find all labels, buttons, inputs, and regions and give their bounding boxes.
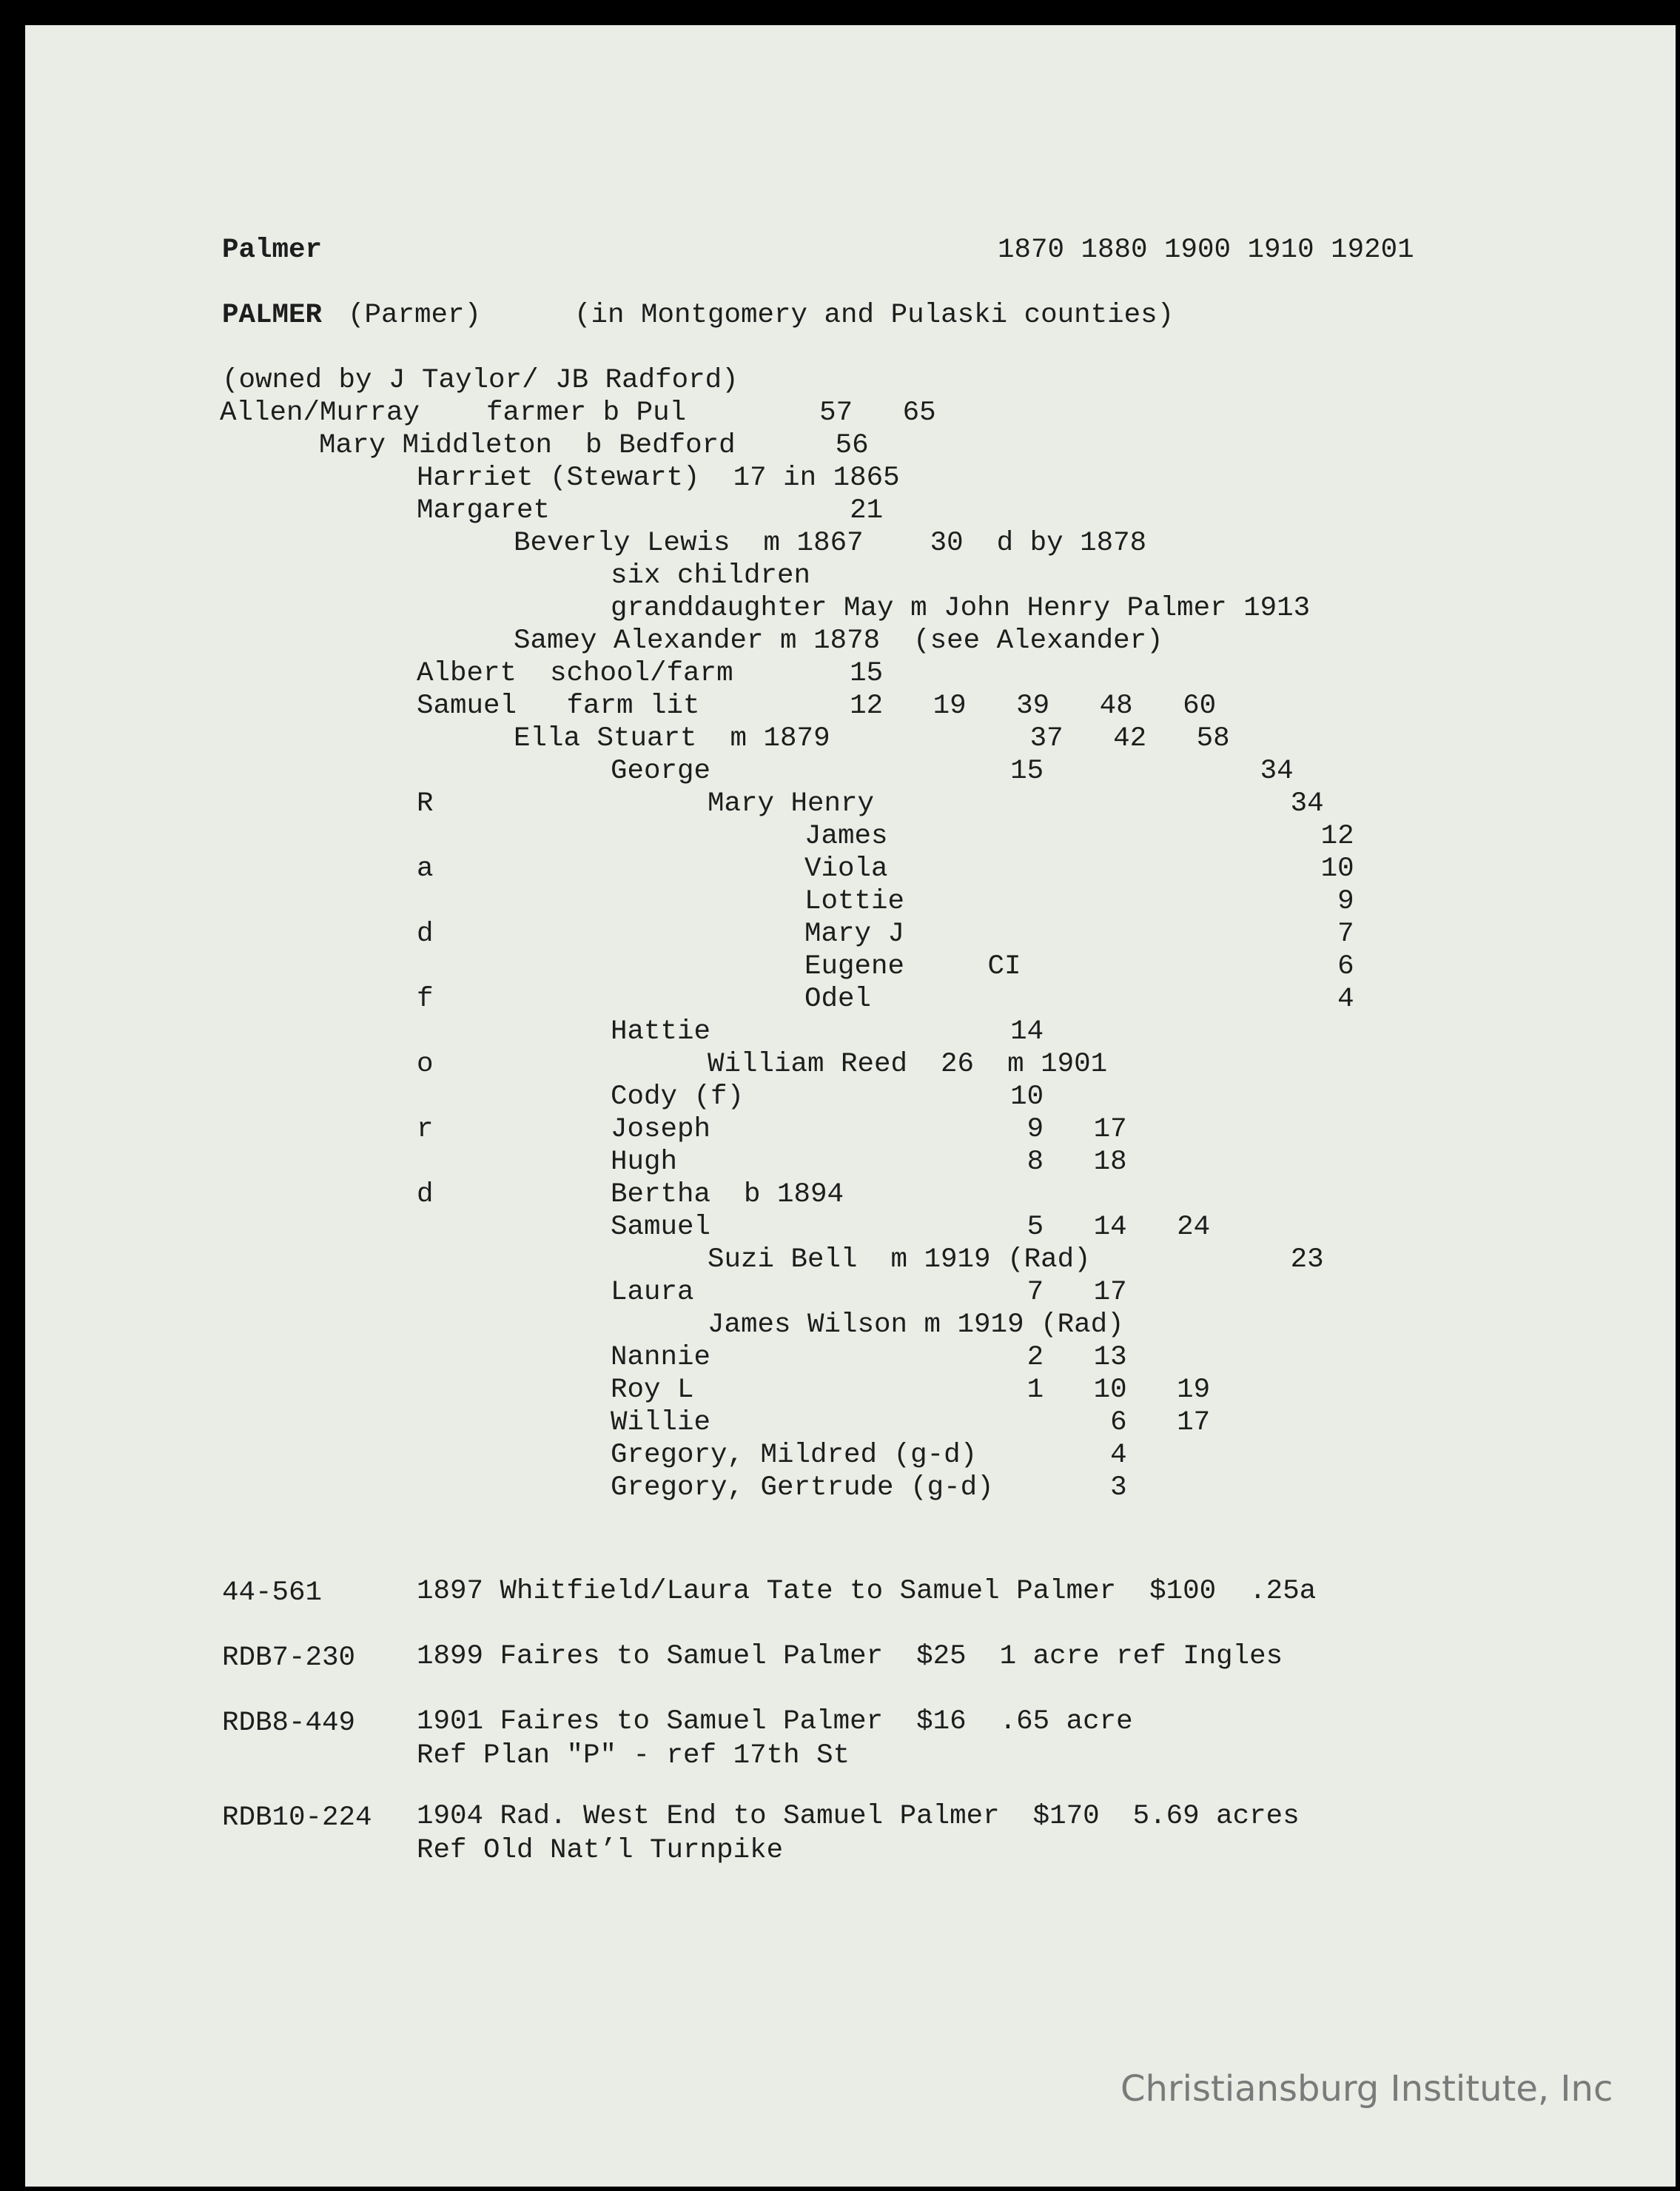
person-line: Samuel farm lit 12 19 39 48 60 [417, 691, 1217, 722]
person-line: Cody (f) 10 [611, 1081, 1044, 1113]
deed-note: Ref Old Nat’l Turnpike [417, 1835, 784, 1866]
document-page [25, 25, 1676, 2187]
radford-margin-letter: o [417, 1049, 434, 1080]
person-line: Mary Henry 34 [708, 788, 1324, 819]
person-line: six children [611, 560, 811, 591]
person-line: Willie 6 17 [611, 1407, 1211, 1438]
person-line: Laura 7 17 [611, 1277, 1127, 1308]
radford-margin-letter: a [417, 853, 434, 885]
deed-text: 1899 Faires to Samuel Palmer $25 1 acre ref Ingles [417, 1641, 1283, 1672]
person-line: James Wilson m 1919 (Rad) [708, 1309, 1124, 1341]
person-line: Odel 4 [804, 984, 1354, 1015]
deed-text: 1901 Faires to Samuel Palmer $16 .65 acre [417, 1706, 1133, 1737]
person-line: Allen/Murray farmer b Pul 57 65 [220, 397, 936, 429]
radford-margin-letter: R [417, 788, 434, 819]
radford-margin-letter: d [417, 1179, 434, 1210]
deed-ref: RDB8-449 [222, 1708, 356, 1739]
deed-ref: RDB7-230 [222, 1643, 356, 1674]
person-line: Hattie 14 [611, 1016, 1044, 1047]
person-line: Roy L 1 10 19 [611, 1375, 1211, 1406]
person-line: Nannie 2 13 [611, 1342, 1127, 1373]
person-line: Viola 10 [804, 853, 1354, 885]
person-line: Bertha b 1894 [611, 1179, 844, 1210]
person-line: Mary Middleton b Bedford 56 [319, 430, 869, 461]
person-line: Harriet (Stewart) 17 in 1865 [417, 463, 900, 494]
owner-note: (owned by J Taylor/ JB Radford) [222, 365, 739, 396]
person-line: Gregory, Mildred (g-d) 4 [611, 1440, 1127, 1471]
person-line: granddaughter May m John Henry Palmer 1913 [611, 593, 1311, 624]
family-variant: (Parmer) [348, 300, 482, 331]
family-counties: (in Montgomery and Pulaski counties) [574, 300, 1175, 331]
person-line: Suzi Bell m 1919 (Rad) 23 [708, 1244, 1324, 1275]
person-line: Eugene CI 6 [804, 951, 1354, 982]
person-line: William Reed 26 m 1901 [708, 1049, 1108, 1080]
person-line: Samey Alexander m 1878 (see Alexander) [514, 625, 1163, 657]
person-line: Albert school/farm 15 [417, 658, 884, 689]
person-line: Ella Stuart m 1879 37 42 58 [514, 723, 1230, 754]
deed-ref: RDB10-224 [222, 1802, 372, 1833]
person-line: James 12 [804, 821, 1354, 852]
person-line: Joseph 9 17 [611, 1114, 1127, 1145]
header-census-years: 1870 1880 1900 1910 19201 [998, 235, 1414, 266]
person-line: Margaret 21 [417, 495, 884, 526]
person-line: Samuel 5 14 24 [611, 1212, 1211, 1243]
radford-margin-letter: d [417, 919, 434, 950]
person-line: Gregory, Gertrude (g-d) 3 [611, 1472, 1127, 1503]
person-line: Beverly Lewis m 1867 30 d by 1878 [514, 528, 1147, 559]
deed-ref: 44-561 [222, 1577, 323, 1608]
radford-margin-letter: r [417, 1114, 434, 1145]
radford-margin-letter: f [417, 984, 434, 1015]
watermark: Christiansburg Institute, Inc [1120, 2068, 1613, 2110]
deed-text: 1904 Rad. West End to Samuel Palmer $170 5.69 acres [417, 1801, 1300, 1832]
deed-note: Ref Plan "P" - ref 17th St [417, 1740, 850, 1771]
person-line: Lottie 9 [804, 886, 1354, 917]
deed-text: 1897 Whitfield/Laura Tate to Samuel Palmer $100 .25a [417, 1576, 1317, 1607]
header-surname: Palmer [222, 235, 323, 266]
person-line: George 15 34 [611, 756, 1294, 787]
person-line: Hugh 8 18 [611, 1147, 1127, 1178]
family-name: PALMER [222, 300, 323, 331]
person-line: Mary J 7 [804, 919, 1354, 950]
